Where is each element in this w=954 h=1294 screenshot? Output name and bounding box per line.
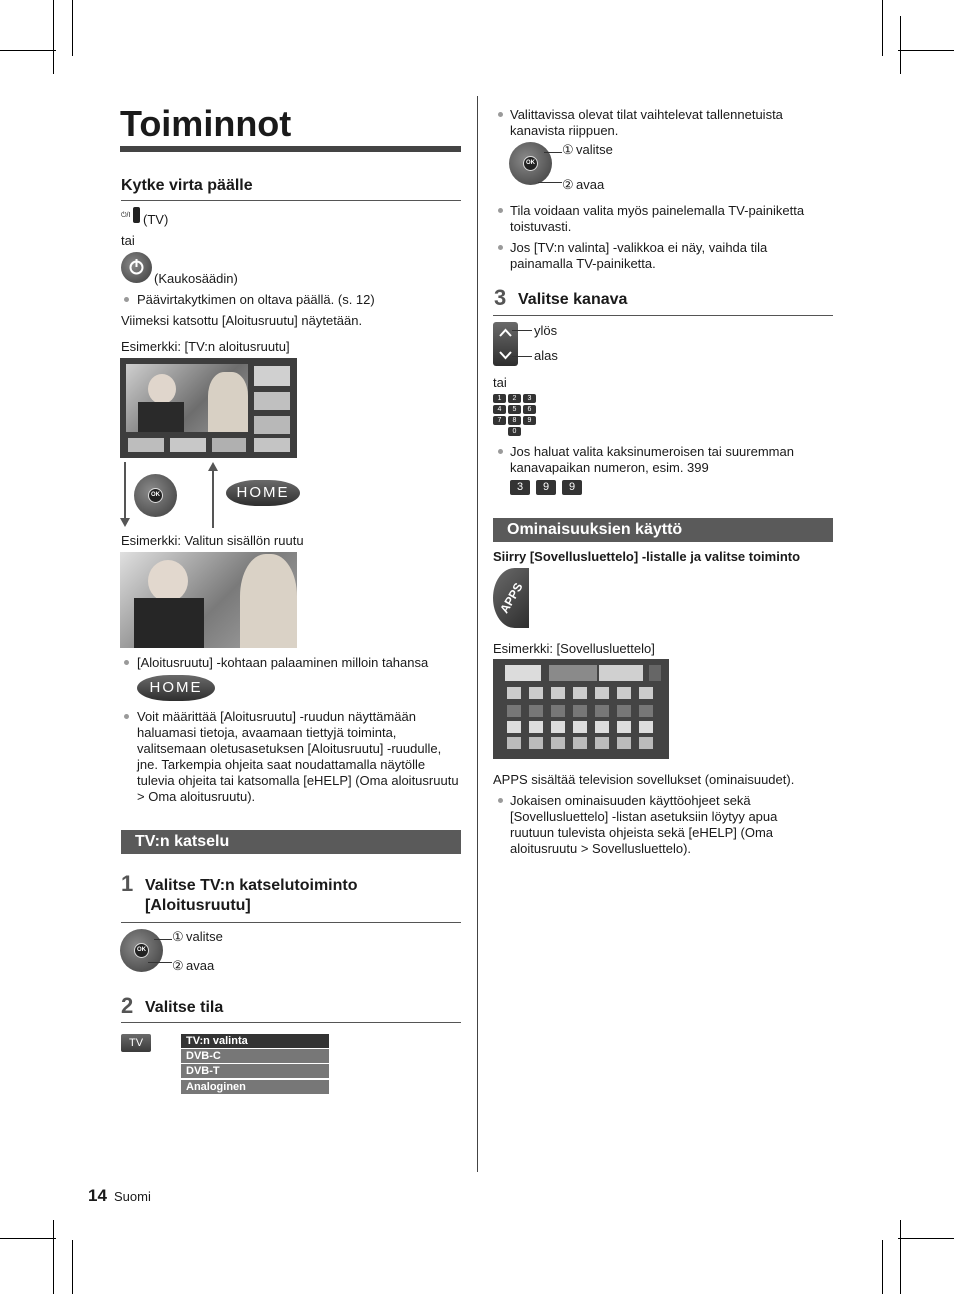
numkey-1: 1 (493, 394, 506, 403)
key-3: 3 (510, 480, 530, 495)
tv-label: (TV) (143, 212, 169, 227)
numkey-4: 4 (493, 405, 506, 414)
numkey-7: 7 (493, 416, 506, 425)
down-arrow-line (124, 462, 126, 520)
step3-heading: Valitse kanava (518, 291, 628, 308)
step1-heading: Valitse TV:n katselutoiminto [Aloitusruutu] (145, 877, 358, 914)
step2-heading: Valitse tila (145, 999, 224, 1016)
numkey-3: 3 (523, 394, 536, 403)
leader-line (512, 330, 532, 331)
crop-mark (898, 50, 954, 51)
open-label: avaa (576, 177, 605, 192)
leader-line (148, 962, 172, 963)
bullet-icon (498, 112, 503, 117)
selected-content-image (120, 552, 297, 648)
crop-mark (72, 1240, 73, 1294)
apps-description: APPS sisältää television sovellukset (ominaisuudet). (493, 772, 795, 787)
section-rule (121, 1022, 461, 1023)
apps-example-text: Esimerkki: [Sovellusluettelo] (493, 641, 655, 656)
key-9: 9 (536, 480, 556, 495)
section-rule (493, 315, 833, 316)
power-bullet1: Päävirtakytkimen on oltava päällä. (s. 12) (137, 292, 375, 307)
tv-preview-tile (126, 364, 248, 432)
remote-label: (Kaukosäädin) (154, 271, 238, 286)
num2: ② (562, 177, 574, 192)
crop-mark (898, 1238, 954, 1239)
right-bullet1: Valittavissa olevat tilat vaihtelevat tallennetuista kanavista riippuen. (510, 107, 783, 138)
home-button: HOME (137, 675, 215, 701)
example2-text: Esimerkki: Valitun sisällön ruutu (121, 533, 304, 548)
menu-title: TV:n valinta (181, 1034, 329, 1048)
up-arrow-icon (208, 462, 218, 471)
step1-number: 1 (121, 871, 134, 896)
navigation-pad-icon (509, 142, 552, 185)
ok-button-label: OK (148, 488, 163, 503)
tv-power-button-icon (133, 207, 140, 223)
apps-bullet: Jokaisen ominaisuuden käyttöohjeet sekä [Sovellusluettelo] -listan asetuksiin löytyy apua ruutuun tulevista ohjeista sekä [eHELP] (Oma aloitusruutu > Sovellusluettelo). (510, 793, 778, 856)
power-heading: Kytke virta päälle (121, 177, 253, 194)
numkey-9: 9 (523, 416, 536, 425)
step2-number: 2 (121, 993, 134, 1018)
numkey-5: 5 (508, 405, 521, 414)
crop-mark (882, 0, 883, 56)
language-label: Suomi (114, 1189, 151, 1204)
crop-mark (72, 0, 73, 56)
leader-line (544, 152, 562, 153)
numkey-6: 6 (523, 405, 536, 414)
apps-button (493, 568, 529, 628)
navigation-pad-icon (120, 929, 163, 972)
numkey-0: 0 (508, 427, 521, 436)
right-bullet2: Tila voidaan valita myös painelemalla TV-painiketta toistuvasti. (510, 203, 805, 234)
numkey-8: 8 (508, 416, 521, 425)
apps-section-heading: Ominaisuuksien käyttö (493, 518, 833, 542)
bullet-icon (498, 449, 503, 454)
column-divider (477, 96, 478, 1172)
key-9: 9 (562, 480, 582, 495)
app-list-image (493, 659, 669, 759)
navigation-pad-icon (134, 474, 177, 517)
bullet-icon (498, 798, 503, 803)
menu-item-dvbc[interactable]: DVB-C (181, 1049, 329, 1063)
home-screen-image (120, 358, 297, 458)
open-label: avaa (186, 958, 215, 973)
up-arrow-line (212, 470, 214, 528)
num1: ① (562, 142, 574, 157)
crop-mark (0, 1238, 56, 1239)
leader-line (538, 182, 562, 183)
power-bullet2: [Aloitusruutu] -kohtaan palaaminen milloin tahansa (137, 655, 429, 670)
crop-mark (53, 0, 54, 74)
crop-mark (900, 1220, 901, 1294)
leader-line (154, 939, 172, 940)
crop-mark (900, 16, 901, 74)
right-bullet3: Jos [TV:n valinta] -valikkoa ei näy, vaihda tila painamalla TV-painiketta. (510, 240, 768, 271)
section-rule (121, 200, 461, 201)
page-title: Toiminnot (120, 103, 292, 144)
ok-button-label: OK (523, 156, 538, 171)
down-label: alas (534, 348, 558, 363)
up-label: ylös (534, 323, 558, 338)
tv-button: TV (121, 1034, 151, 1052)
crop-mark (53, 1220, 54, 1294)
numkey-2: 2 (508, 394, 521, 403)
or-text: tai (121, 233, 135, 248)
page-number: 14 (88, 1186, 107, 1205)
leader-line (512, 356, 532, 357)
bullet-icon (498, 245, 503, 250)
or-text: tai (493, 375, 507, 390)
bullet-icon (124, 660, 129, 665)
example1-text: Esimerkki: [TV:n aloitusruutu] (121, 339, 290, 354)
ok-button-label: OK (134, 943, 149, 958)
apps-instruction: Siirry [Sovellusluettelo] -listalle ja valitse toiminto (493, 549, 801, 564)
menu-item-dvbt[interactable]: DVB-T (181, 1064, 329, 1078)
channel-rocker-icon (493, 322, 518, 366)
select-label: valitse (186, 929, 223, 944)
bullet-icon (498, 208, 503, 213)
bullet-icon (124, 714, 129, 719)
step3-number: 3 (494, 285, 507, 310)
apps-button-label: APPS (497, 580, 526, 616)
power-bullet3: Voit määrittää [Aloitusruutu] -ruudun näyttämään haluamasi tietoja, avaamaan tiettyjä toiminta, valitsemaan oletusasetuksen [Aloitusruutu] -ruudulle, jne. Tarkempia ohjeita saat noudattamalla näytölle tulevia ohjeita tai katsomalla [eHELP] (Oma aloitusruutu > Oma aloitusruutu). (137, 709, 459, 804)
crop-mark (882, 1240, 883, 1294)
menu-item-analog[interactable]: Analoginen (181, 1080, 329, 1094)
num1: ① (172, 929, 184, 944)
crop-mark (0, 50, 56, 51)
num2: ② (172, 958, 184, 973)
home-button: HOME (226, 480, 300, 506)
select-label: valitse (576, 142, 613, 157)
right-bullet4: Jos haluat valita kaksinumeroisen tai suuremman kanavapaikan numeron, esim. 399 (510, 444, 794, 475)
section-rule (121, 922, 461, 923)
bullet-icon (124, 297, 129, 302)
power-symbol: ⏻/I (121, 212, 131, 219)
remote-power-button-icon (121, 252, 152, 283)
tv-section-heading: TV:n katselu (121, 830, 461, 854)
down-arrow-icon (120, 518, 130, 527)
last-viewed-text: Viimeksi katsottu [Aloitusruutu] näytetään. (121, 313, 363, 328)
title-bar (120, 146, 461, 152)
